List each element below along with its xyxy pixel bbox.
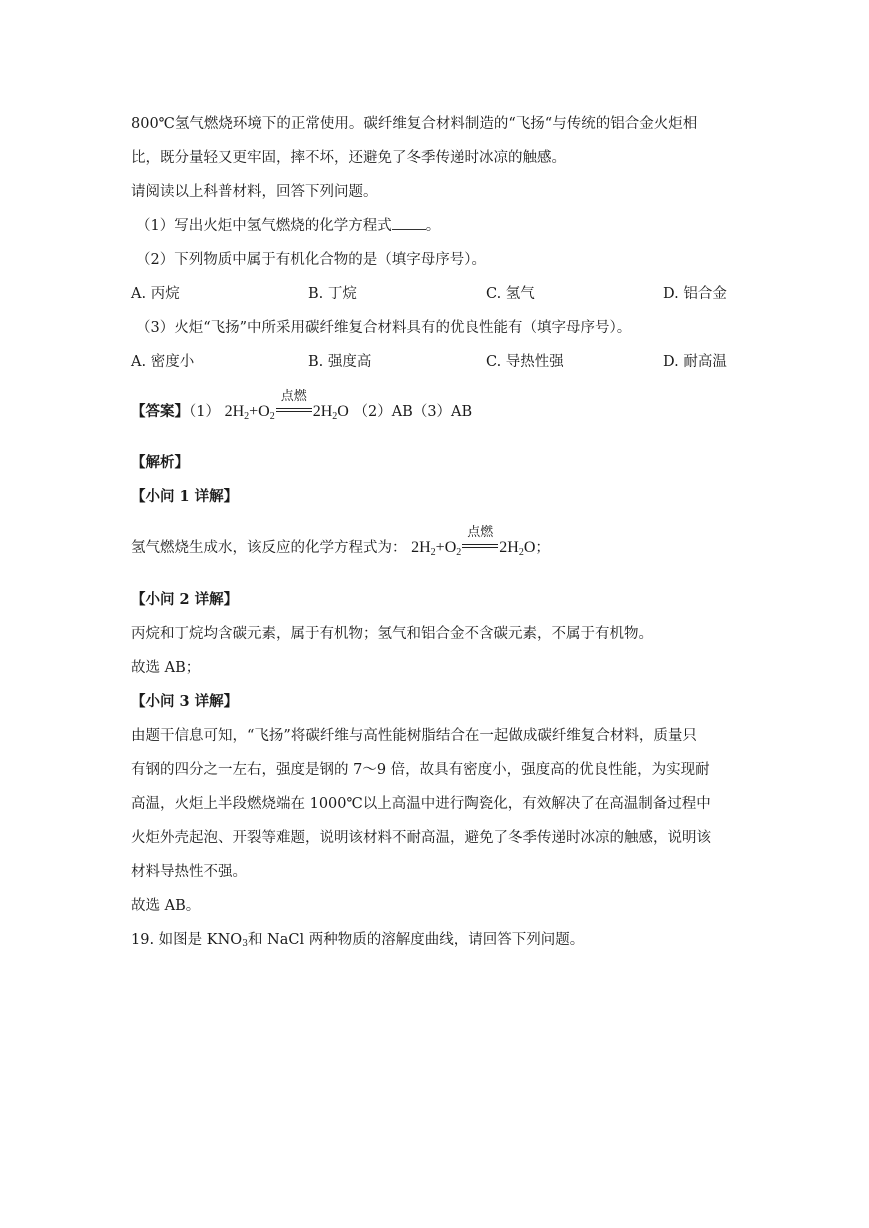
sub-question-3-line-4: 火炬外壳起泡、开裂等难题，说明该材料不耐高温，避免了冬季传递时冰凉的触感，说明该 <box>131 830 711 846</box>
sub-question-3-line-2: 有钢的四分之一左右，强度是钢的 7～9 倍，故具有密度小，强度高的优良性能，为实现耐 <box>131 762 710 778</box>
question-19-text-a: 如图是 KNO <box>158 932 243 948</box>
option-a: A. 丙烷 <box>131 286 180 302</box>
answer-part-1: （1） <box>189 404 220 420</box>
eq-o: O <box>337 403 349 420</box>
option-d: D. 耐高温 <box>663 354 727 370</box>
condition-text: 点燃 <box>280 389 307 404</box>
answer-label: 【答案】 <box>131 403 189 420</box>
question-1 <box>136 216 440 236</box>
analysis-label: 【解析】 <box>131 454 189 471</box>
sub-question-2-text: 丙烷和丁烷均含碳元素，属于有机物；氢气和铝合金不含碳元素，不属于有机物。 <box>131 626 653 642</box>
eq-sub: 2 <box>430 547 436 558</box>
question-1-text: （1）写出火炬中氢气燃烧的化学方程式 <box>136 218 392 234</box>
answer-line <box>131 389 473 427</box>
question-1-end: 。 <box>425 218 441 234</box>
eq-o: O <box>523 539 536 556</box>
condition-text: 点燃 <box>467 525 494 540</box>
reaction-condition <box>462 525 498 552</box>
sub-question-3-line-5: 材料导热性不强。 <box>131 864 247 880</box>
question-number: 19. <box>131 932 155 948</box>
eq-h: 2H <box>312 403 333 420</box>
passage-line-3: 请阅读以上科普材料，回答下列问题。 <box>131 184 378 200</box>
sub-question-3-line-1: 由题干信息可知，“飞扬”将碳纤维与高性能树脂结合在一起做成碳纤维复合材料，质量只 <box>131 728 697 744</box>
sub-question-2-choice: 故选 AB； <box>131 660 201 676</box>
question-19-text-b: 和 NaCl 两种物质的溶解度曲线，请回答下列问题。 <box>247 932 585 948</box>
answer-blank <box>392 217 426 230</box>
equal-sign <box>276 408 312 412</box>
chemical-equation <box>411 525 536 563</box>
option-c: C. 氢气 <box>486 286 535 302</box>
sub-question-3-line-3: 高温，火炬上半段燃烧端在 1000℃以上高温中进行陶瓷化，有效解决了在高温制备过程中 <box>131 796 711 812</box>
question-2: （2）下列物质中属于有机化合物的是（填字母序号）。 <box>136 252 486 268</box>
eq-sub: 2 <box>456 547 462 558</box>
equal-sign <box>462 544 498 548</box>
option-d: D. 铝合金 <box>663 286 727 302</box>
eq-o: +O <box>435 539 457 556</box>
sub-question-2-heading: 【小问 2 详解】 <box>131 591 239 608</box>
question-19 <box>131 930 584 954</box>
answer-rest: （2）AB（3）AB <box>353 404 473 420</box>
sub-question-1-prefix: 氢气燃烧生成水，该反应的化学方程式为： <box>131 540 407 556</box>
passage-line-1: 800℃氢气燃烧环境下的正常使用。碳纤维复合材料制造的“飞扬“与传统的铝合金火炬相 <box>131 116 698 132</box>
question-19-sub: 3 <box>242 939 248 949</box>
eq-o: +O <box>249 403 270 420</box>
eq-h: 2H <box>411 539 431 556</box>
reaction-condition <box>276 389 312 416</box>
eq-h: 2H <box>224 403 245 420</box>
eq-sub: 2 <box>269 411 275 422</box>
eq-sub: 2 <box>244 411 250 422</box>
sub-question-3-heading: 【小问 3 详解】 <box>131 693 239 710</box>
eq-sub: 2 <box>518 547 524 558</box>
option-a: A. 密度小 <box>131 354 195 370</box>
sub-question-3-choice: 故选 AB。 <box>131 898 201 914</box>
question-3: （3）火炬“飞扬”中所采用碳纤维复合材料具有的优良性能有（填字母序号）。 <box>136 320 632 336</box>
option-b: B. 强度高 <box>308 354 372 370</box>
eq-sub: 2 <box>332 411 338 422</box>
option-b: B. 丁烷 <box>308 286 357 302</box>
passage-line-2: 比，既分量轻又更牢固，摔不坏，还避免了冬季传递时冰凉的触感。 <box>131 150 566 166</box>
sub-question-1-end: ； <box>535 540 550 556</box>
sub-question-1-text <box>131 525 550 563</box>
option-c: C. 导热性强 <box>486 354 564 370</box>
eq-h: 2H <box>499 539 519 556</box>
sub-question-1-heading: 【小问 1 详解】 <box>131 488 239 505</box>
chemical-equation <box>224 389 349 427</box>
